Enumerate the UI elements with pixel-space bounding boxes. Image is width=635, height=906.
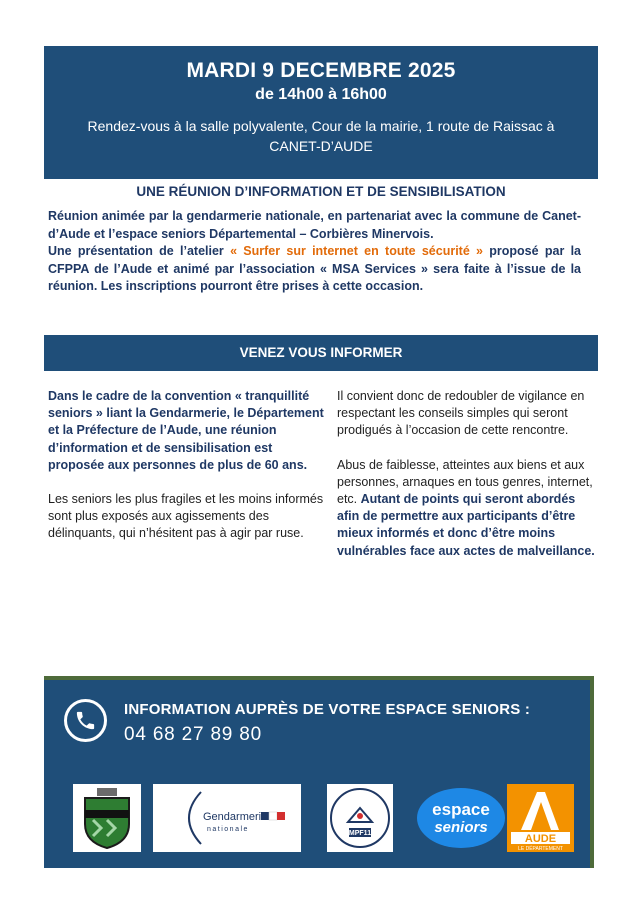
gendarmerie-subtext: nationale: [207, 826, 249, 833]
reunion-intro: [48, 208, 581, 296]
intro-para-1: Réunion animée par la gendarmerie nationale, en partenariat avec la commune de Canet-d’Aude et l’espace seniors Départemental – Corbières Minervois.: [48, 209, 581, 241]
canet-crest-logo: [73, 784, 141, 852]
right-paragraph-1: Il convient donc de redoubler de vigilance en respectant les conseils simples qui seront prodigués à l’occasion de cette rencontre.: [337, 389, 585, 438]
left-bold-paragraph: Dans le cadre de la convention « tranquillité seniors » liant la Gendarmerie, le Département et la Préfecture de l’Aude, une réunion d’information et de sensibilisation est proposée aux personnes de plus de 60 ans.: [48, 389, 324, 472]
espace-seniors-logo: [415, 784, 507, 852]
gendarmerie-logo: [153, 784, 301, 852]
atelier-highlight: « Surfer sur internet en toute sécurité »: [230, 244, 484, 258]
intro-para-2a: Une présentation de l’atelier: [48, 244, 231, 258]
event-time: de 14h00 à 16h00: [255, 86, 387, 103]
right-paragraph-2: [337, 457, 599, 560]
event-place: Rendez-vous à la salle polyvalente, Cour de la mairie, 1 route de Raissac à CANET-D’AUDE: [87, 118, 555, 154]
event-date: MARDI 9 DECEMBRE 2025: [186, 59, 456, 82]
aude-text: AUDE: [524, 833, 557, 845]
gendarmerie-text: Gendarmerie: [203, 811, 268, 823]
seniors-text: seniors: [434, 819, 488, 836]
venez-banner: VENEZ VOUS INFORMER: [44, 335, 598, 371]
intro-para-2b: proposé par la CFPPA de l’Aude et animé par l’association « MSA Services » sera faite à l’issue de la réunion. Les inscriptions pourront être prises à cette occasion.: [48, 244, 581, 293]
phone-number[interactable]: 04 68 27 89 80: [124, 724, 262, 745]
mpf11-logo: [327, 784, 393, 852]
aude-departement-logo: [507, 784, 574, 852]
left-column: [48, 388, 328, 560]
left-paragraph: Les seniors les plus fragiles et les moins informés sont plus exposés aux agissements des délinquants, qui n’hésitent pas à agir par ruse.: [48, 492, 324, 541]
header-banner: [44, 46, 598, 179]
aude-subtext: LE DÉPARTEMENT: [518, 846, 563, 852]
mpf11-text: MPF11: [348, 830, 372, 837]
right-paragraph-2-bold: Autant de points qui seront abordés afin de permettre aux participants d’être mieux informés et donc d’être moins vulnérables face aux actes de malveillance.: [337, 492, 595, 558]
info-title: INFORMATION AUPRÈS DE VOTRE ESPACE SENIORS :: [124, 701, 531, 718]
espace-text: espace: [432, 800, 490, 819]
right-paragraph-2-text: Abus de faiblesse, atteintes aux biens et aux personnes, arnaques en tous genres, internet, etc.: [337, 457, 593, 507]
reunion-title: UNE RÉUNION D’INFORMATION ET DE SENSIBILISATION: [136, 184, 506, 199]
phone-icon: [64, 699, 107, 742]
right-column: [337, 388, 599, 577]
footer-box: [44, 676, 594, 868]
